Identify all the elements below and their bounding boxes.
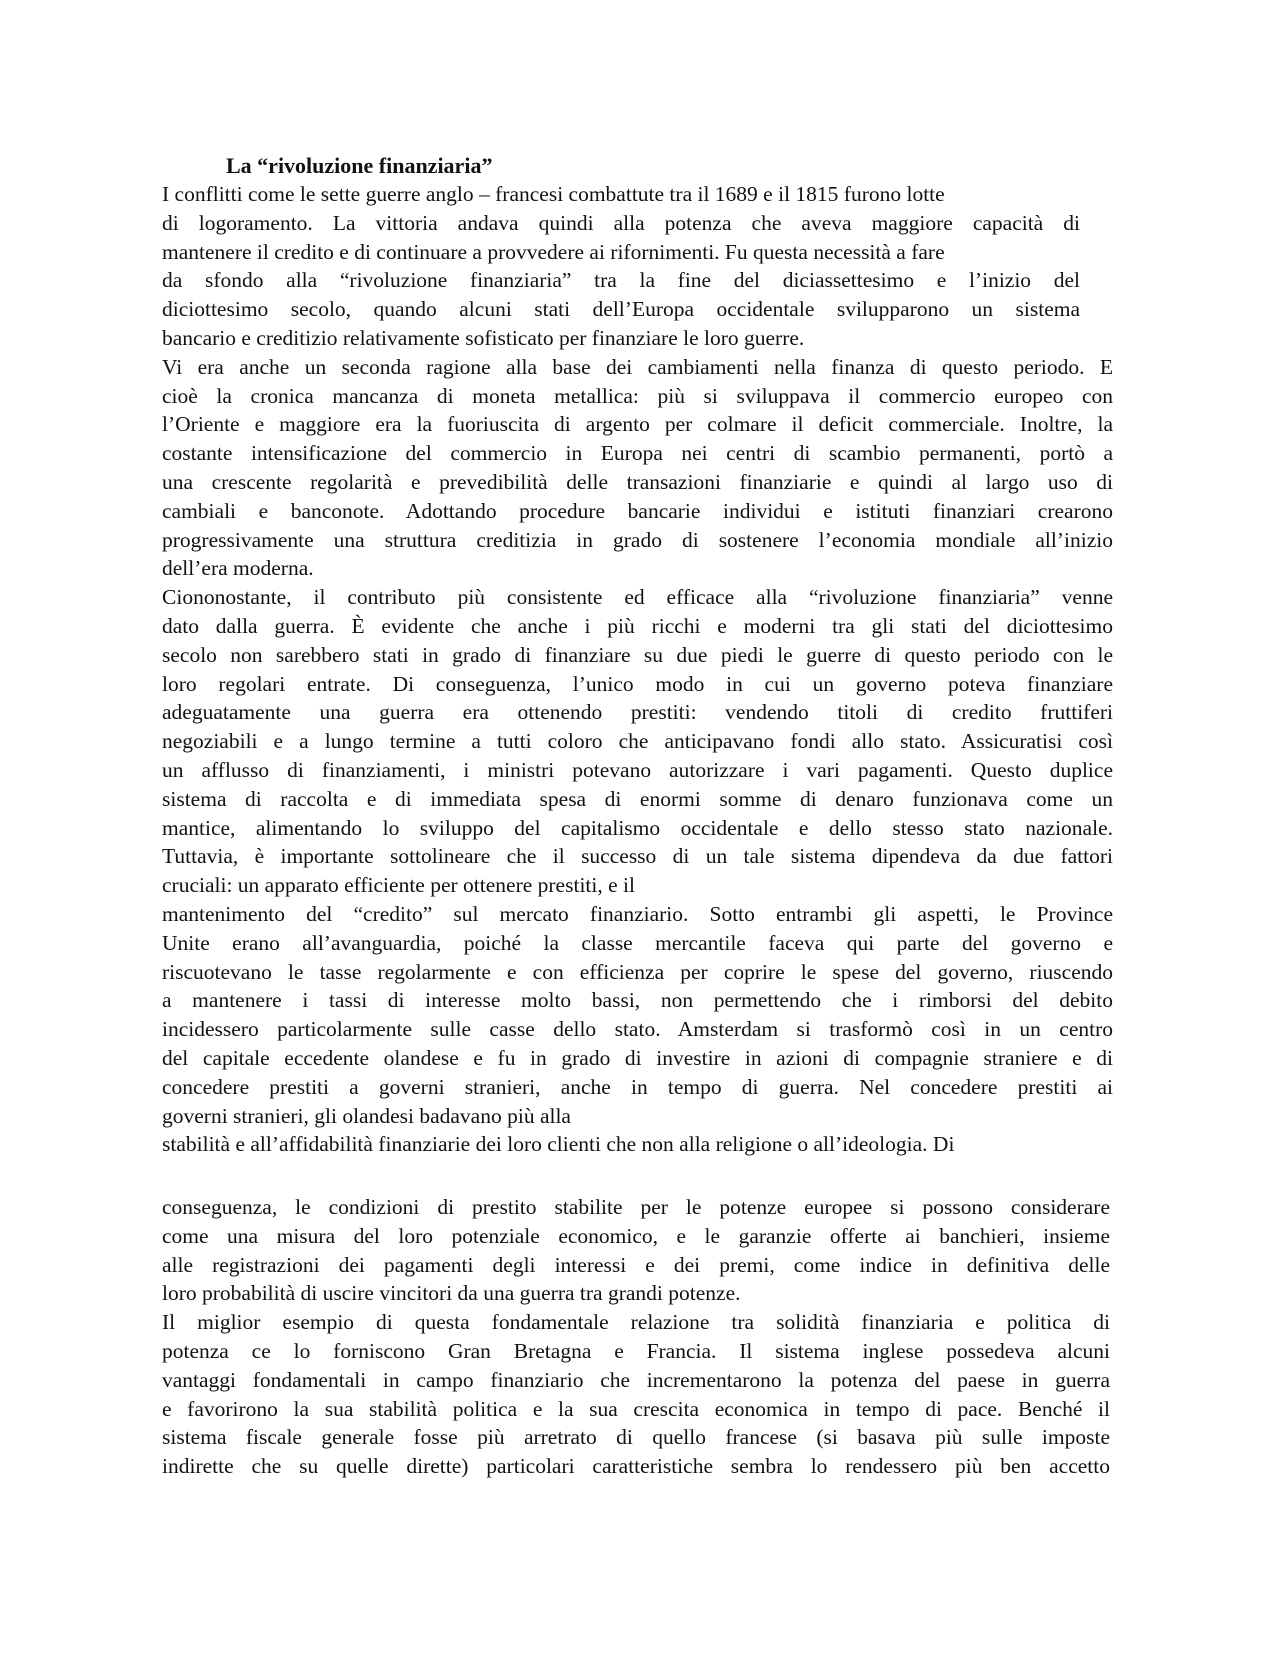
text-line: negoziabili e a lungo termine a tutti coloro che anticipavano fondi allo stato. Assicuratisi così bbox=[162, 729, 1113, 754]
text-line: diciottesimo secolo, quando alcuni stati dell’Europa occidentale svilupparono un sistema bbox=[162, 297, 1080, 322]
text-line: costante intensificazione del commercio in Europa nei centri di scambio permanenti, portò a bbox=[162, 441, 1113, 466]
text-line: dato dalla guerra. È evidente che anche i più ricchi e moderni tra gli stati del diciottesimo bbox=[162, 613, 1113, 638]
text-line: loro regolari entrate. Di conseguenza, l’unico modo in cui un governo poteva finanziare bbox=[162, 671, 1113, 696]
text-line: adeguatamente una guerra era ottenendo prestiti: vendendo titoli di credito fruttiferi bbox=[162, 700, 1113, 725]
text-line: bancario e creditizio relativamente sofisticato per finanziare le loro guerre. bbox=[162, 325, 805, 350]
text-block-top bbox=[162, 180, 1113, 1159]
text-line: Ciononostante, il contributo più consistente ed efficace alla “rivoluzione finanziaria” venne bbox=[162, 585, 1113, 610]
text-line: cambiali e banconote. Adottando procedure bancarie individui e istituti finanziari crearono bbox=[162, 498, 1113, 523]
text-line: sistema di raccolta e di immediata spesa di enormi somme di denaro funzionava come un bbox=[162, 786, 1113, 811]
text-line: e favorirono la sua stabilità politica e la sua crescita economica in tempo di pace. Benché il bbox=[162, 1396, 1110, 1421]
text-line: cruciali: un apparato efficiente per ottenere prestiti, e il bbox=[162, 873, 635, 898]
text-line: Tuttavia, è importante sottolineare che il successo di un tale sistema dipendeva da due fattori bbox=[162, 844, 1113, 869]
text-line: Il miglior esempio di questa fondamentale relazione tra solidità finanziaria e politica di bbox=[162, 1310, 1110, 1335]
text-line: stabilità e all’affidabilità finanziarie dei loro clienti che non alla religione o all’ideologia. Di bbox=[162, 1132, 955, 1157]
text-line: come una misura del loro potenziale economico, e le garanzie offerte ai banchieri, insieme bbox=[162, 1223, 1110, 1248]
text-line: cioè la cronica mancanza di moneta metallica: più si sviluppava il commercio europeo con bbox=[162, 383, 1113, 408]
text-line: vantaggi fondamentali in campo finanziario che incrementarono la potenza del paese in guerra bbox=[162, 1367, 1110, 1392]
text-block-bottom bbox=[162, 1193, 1110, 1481]
text-line: conseguenza, le condizioni di prestito stabilite per le potenze europee si possono considerare bbox=[162, 1195, 1110, 1219]
text-line: loro probabilità di uscire vincitori da una guerra tra grandi potenze. bbox=[162, 1281, 741, 1306]
text-line: mantice, alimentando lo sviluppo del capitalismo occidentale e dello stesso stato nazionale. bbox=[162, 815, 1113, 840]
text-line: progressivamente una struttura creditizia in grado di sostenere l’economia mondiale all’inizio bbox=[162, 527, 1113, 552]
text-line: l’Oriente e maggiore era la fuoriuscita di argento per colmare il deficit commerciale. Inoltre, la bbox=[162, 412, 1113, 437]
text-line: governi stranieri, gli olandesi badavano più alla bbox=[162, 1103, 571, 1128]
text-line: sistema fiscale generale fosse più arretrato di quello francese (si basava più sulle imposte bbox=[162, 1425, 1110, 1450]
text-line: mantenere il credito e di continuare a provvedere ai rifornimenti. Fu questa necessità a fare bbox=[162, 239, 945, 264]
text-line: del capitale eccedente olandese e fu in grado di investire in azioni di compagnie straniere e di bbox=[162, 1045, 1113, 1070]
text-line: riscuotevano le tasse regolarmente e con efficienza per coprire le spese del governo, riuscendo bbox=[162, 959, 1113, 984]
text-line: secolo non sarebbero stati in grado di finanziare su due piedi le guerre di questo periodo con le bbox=[162, 642, 1113, 667]
text-line: a mantenere i tassi di interesse molto bassi, non permettendo che i rimborsi del debito bbox=[162, 988, 1113, 1013]
text-line: Unite erano all’avanguardia, poiché la classe mercantile faceva qui parte del governo e bbox=[162, 930, 1113, 955]
text-line: alle registrazioni dei pagamenti degli interessi e dei premi, come indice in definitiva delle bbox=[162, 1252, 1110, 1277]
text-line: incidessero particolarmente sulle casse dello stato. Amsterdam si trasformò così in un centro bbox=[162, 1017, 1113, 1042]
text-line: I conflitti come le sette guerre anglo – francesi combattute tra il 1689 e il 1815 furono lotte bbox=[162, 182, 945, 206]
text-line: concedere prestiti a governi stranieri, anche in tempo di guerra. Nel concedere prestiti ai bbox=[162, 1074, 1113, 1099]
text-line: dell’era moderna. bbox=[162, 556, 314, 581]
text-line: Vi era anche un seconda ragione alla base dei cambiamenti nella finanza di questo periodo. E bbox=[162, 354, 1113, 379]
text-line: da sfondo alla “rivoluzione finanziaria” tra la fine del diciassettesimo e l’inizio del bbox=[162, 268, 1080, 293]
text-line: un afflusso di finanziamenti, i ministri potevano autorizzare i vari pagamenti. Questo duplice bbox=[162, 757, 1113, 782]
text-line: una crescente regolarità e prevedibilità delle transazioni finanziarie e quindi al largo uso di bbox=[162, 469, 1113, 494]
text-line: potenza ce lo forniscono Gran Bretagna e Francia. Il sistema inglese possedeva alcuni bbox=[162, 1338, 1110, 1363]
text-line: indirette che su quelle dirette) particolari caratteristiche sembra lo rendessero più ben accetto bbox=[162, 1454, 1110, 1479]
text-line: di logoramento. La vittoria andava quindi alla potenza che aveva maggiore capacità di bbox=[162, 210, 1080, 235]
document-title: La “rivoluzione finanziaria” bbox=[226, 153, 493, 178]
text-line: mantenimento del “credito” sul mercato finanziario. Sotto entrambi gli aspetti, le Province bbox=[162, 901, 1113, 926]
